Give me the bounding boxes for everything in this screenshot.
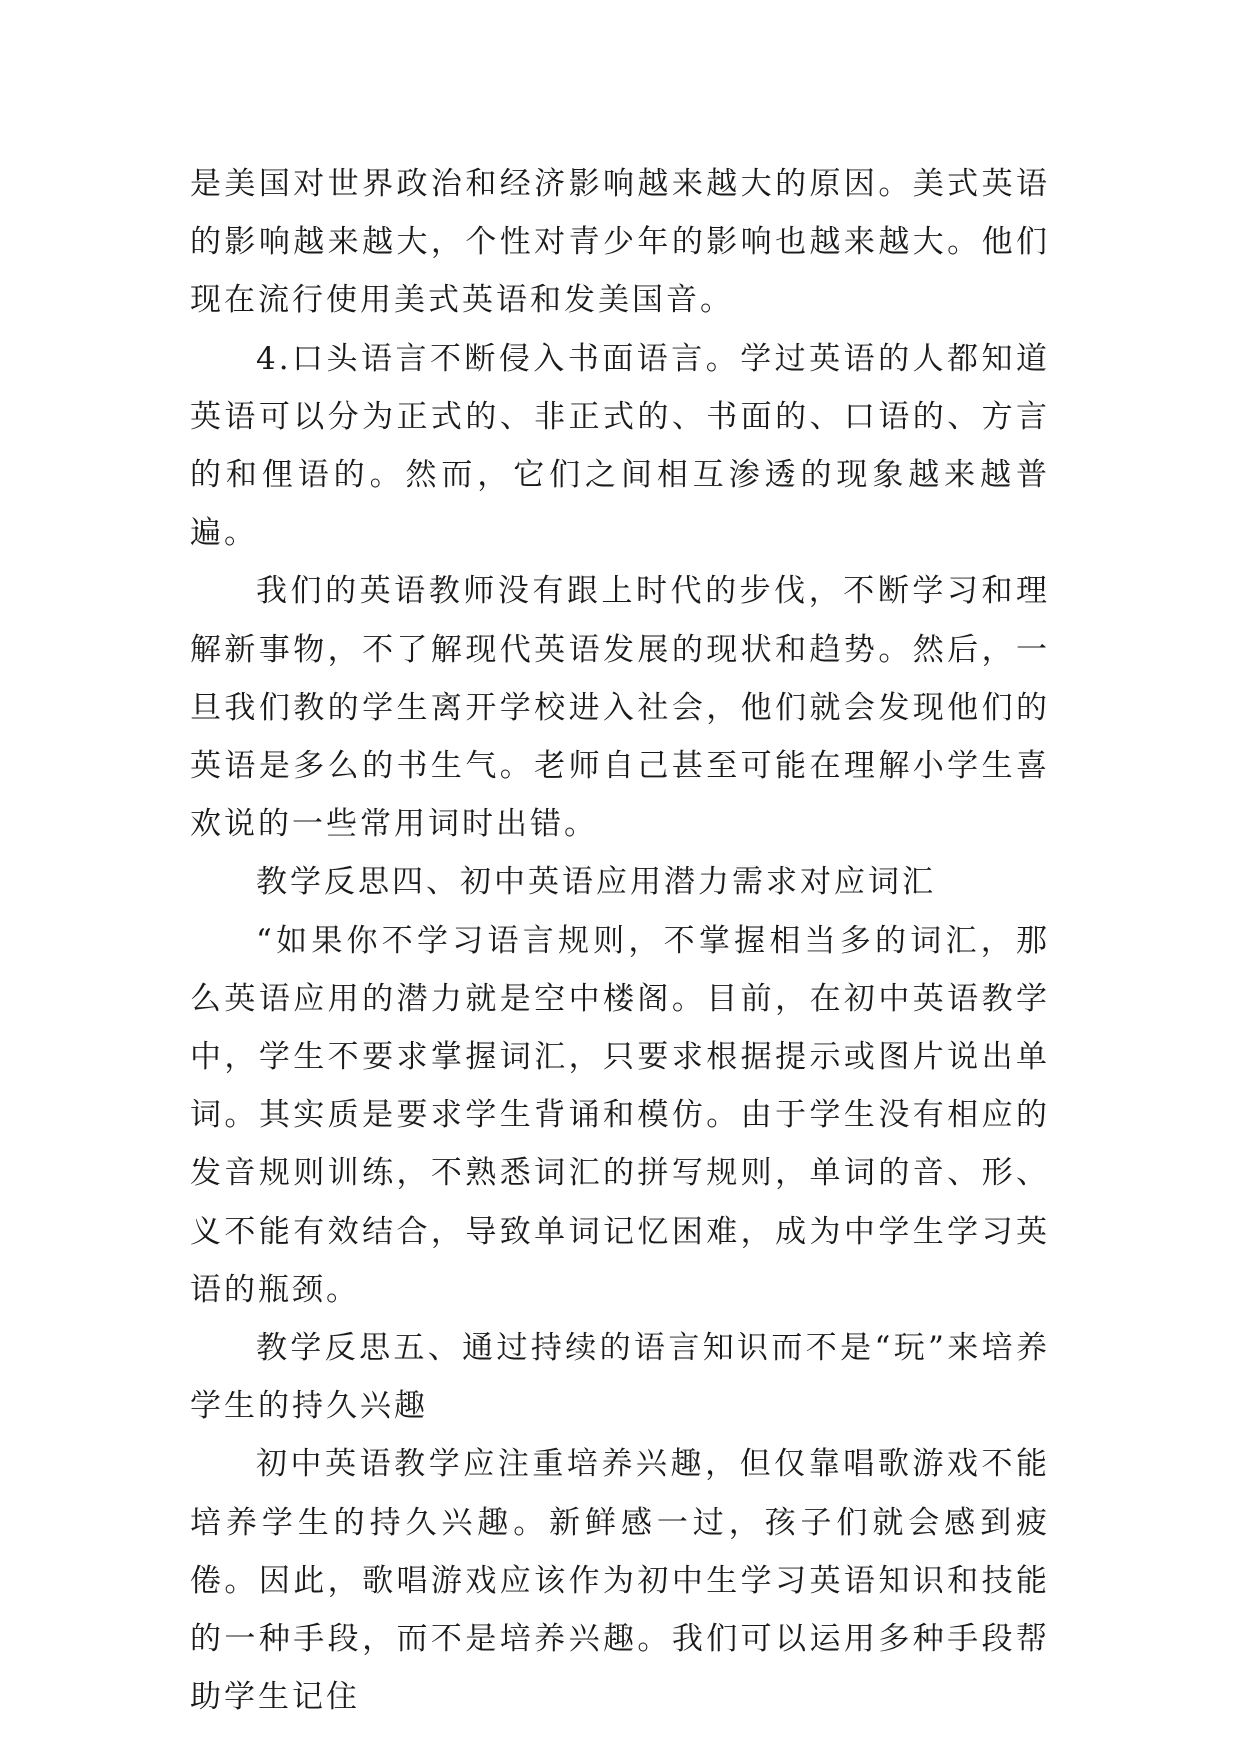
section-heading-4: 教学反思四、初中英语应用潜力需求对应词汇 <box>256 864 936 901</box>
paragraph-7: 初中英语教学应注重培养兴趣，但仅靠唱歌游戏不能培养学生的持久兴趣。新鲜感一过，孩子们就会感到疲倦。因此，歌唱游戏应该作为初中生学习英语知识和技能的一种手段，而不是培养兴趣。我们可以运用多种手段帮助学生记住 <box>190 1446 1050 1716</box>
paragraph-1: 是美国对世界政治和经济影响越来越大的原因。美式英语的影响越来越大，个性对青少年的影响也越来越大。他们现在流行使用美式英语和发美国音。 <box>190 166 1050 319</box>
section-heading-5: 教学反思五、通过持续的语言知识而不是“玩”来培养学生的持久兴趣 <box>190 1330 1050 1425</box>
paragraph-3: 我们的英语教师没有跟上时代的步伐，不断学习和理解新事物，不了解现代英语发展的现状和趋势。然后，一旦我们教的学生离开学校进入社会，他们就会发现他们的英语是多么的书生气。老师自己甚至可能在理解小学生喜欢说的一些常用词时出错。 <box>190 573 1050 843</box>
paragraph-5: “如果你不学习语言规则，不掌握相当多的词汇，那么英语应用的潜力就是空中楼阁。目前，在初中英语教学中，学生不要求掌握词汇，只要求根据提示或图片说出单词。其实质是要求学生背诵和模仿。由于学生没有相应的发音规则训练，不熟悉词汇的拼写规则，单词的音、形、义不能有效结合，导致单词记忆困难，成为中学生学习英语的瓶颈。 <box>190 922 1050 1308</box>
document-body <box>190 155 1050 1726</box>
paragraph-2: 4.口头语言不断侵入书面语言。学过英语的人都知道英语可以分为正式的、非正式的、书面的、口语的、方言的和俚语的。然而，它们之间相互渗透的现象越来越普遍。 <box>190 340 1050 552</box>
